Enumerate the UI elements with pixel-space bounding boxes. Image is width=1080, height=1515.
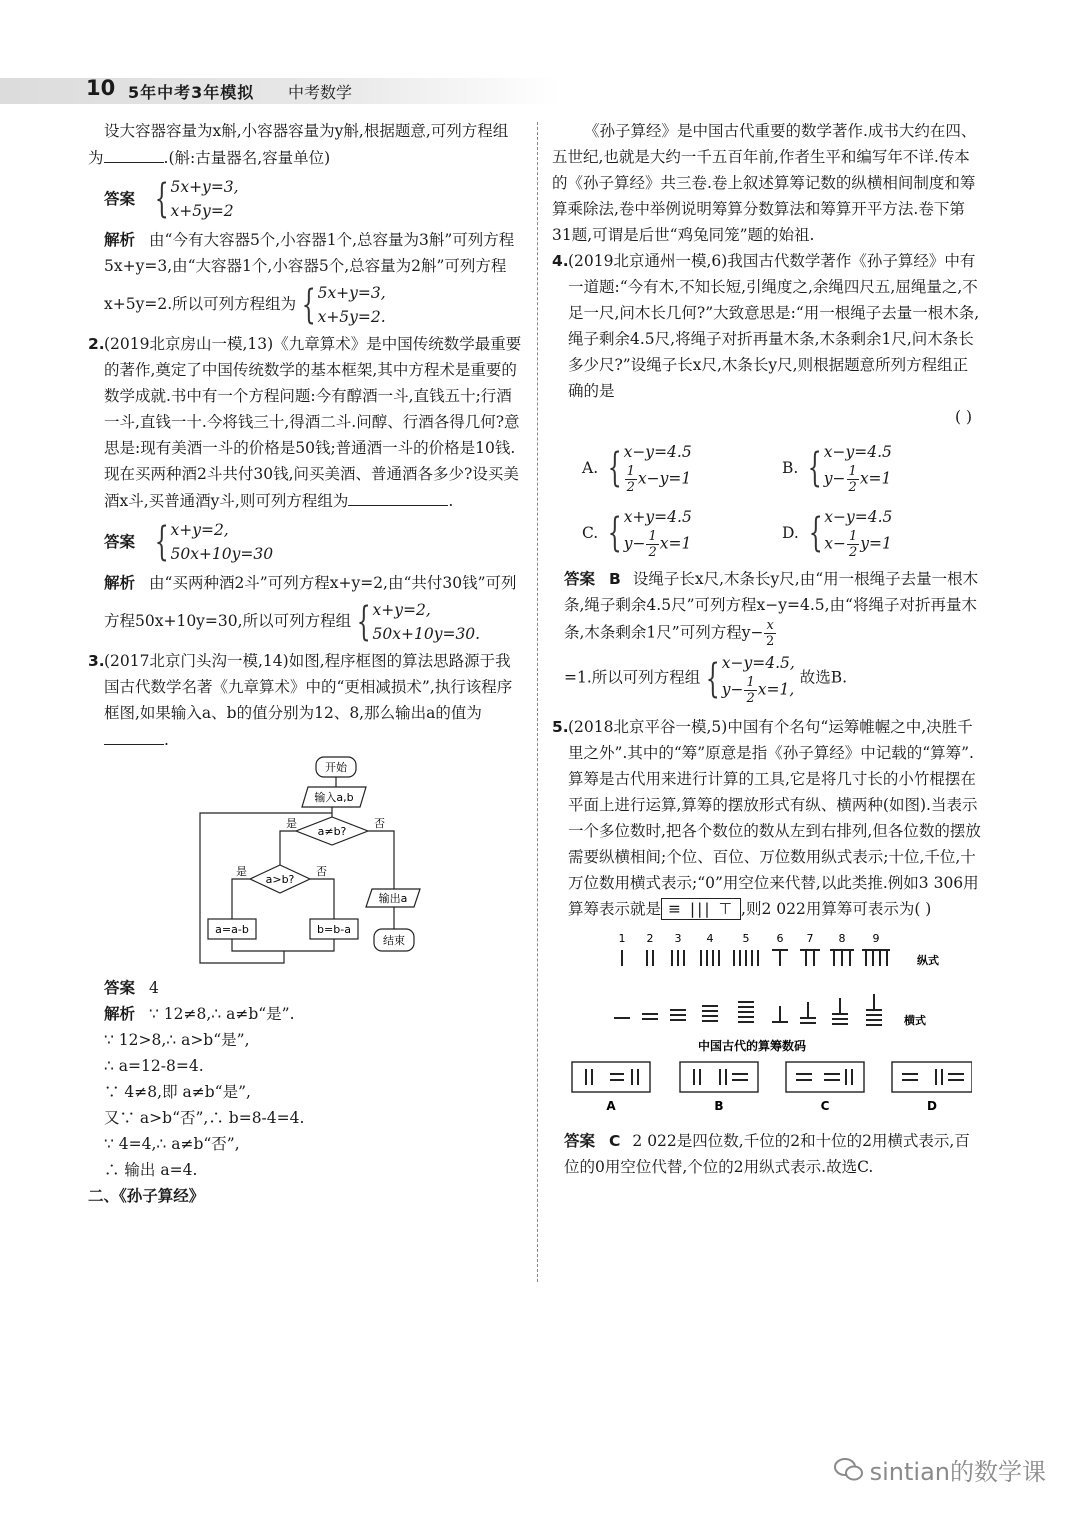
svg-text:结束: 结束 (383, 934, 405, 947)
q4-text: 4.(2019北京通州一模,6)我国古代数学著作《孙子算经》中有一道题:“今有木,不知长短,引绳度之,余绳四尺五,屈绳量之,不足一尺,问木长几何?”大致意思是:“用一根绳子去量一根木条,绳子剩余4.5尺,将绳子对折再量木条,木条剩余1尺,问木条长多少尺?”设绳子长x尺,木条长y尺,则根据题意所列方程组正确的是 (552, 252, 980, 400)
book-title: 5年中考3年模拟 (128, 83, 255, 102)
q4-answer: 答案 B 设绳子长x尺,木条长y尺,由“用一根绳子去量一根木条,绳子剩余4.5尺”可列方程x−y=4.5,由“将绳子对折再量木条,木条剩余1尺”可列方程y− $\frac{x}{2}$ (564, 570, 979, 649)
svg-text:b=b-a: b=b-a (317, 923, 351, 936)
q1-analysis: 解析 由“今有大容器5个,小容器1个,总容量为3斛”可列方程5x+y=3,由“大容器1个,小容器5个,总容量为2斛”可列方程x+5y=2.所以可列方程组为 { 5x+y=3, x+5y=2. (104, 231, 515, 328)
q4-option-a: A. { x−y=4.5 $\frac{1}{2}$ x−y=1 (582, 443, 692, 495)
q4-paren: ( ) (954, 408, 972, 426)
heng-rods (614, 994, 882, 1025)
section-2-title: 二、《孙子算经》 (88, 1187, 205, 1205)
digit-7: 7 (806, 932, 814, 945)
q1-answer: 答案 { 5x+y=3, x+5y=2 (104, 176, 239, 222)
wechat-icon (834, 1457, 864, 1483)
q2-answer: 答案 { x+y=2, 50x+10y=30 (104, 519, 274, 565)
q3-analysis: 解析 ∵ 12≠8,∴ a≠b“是”. ∵ 12>8,∴ a>b“是”, ∴ a=12-8=4. ∵ 4≠8,即 a≠b“是”, 又∵ a>b“否”,∴ b=8-4=4. ∵ 4=4,∴ a≠b“否”, ∴ 输出 a=4. (104, 1005, 305, 1179)
left-column (88, 118, 522, 1209)
digit-8: 8 (838, 932, 846, 945)
flowchart (198, 755, 438, 975)
svg-text:是: 是 (236, 865, 247, 878)
watermark-text: sintian的数学课 (869, 1458, 1046, 1486)
q4-answer-system: =1.所以可列方程组 { x−y=4.5, y− $\frac{1}{2}$ x=1, 故选B. (564, 654, 848, 706)
choice-d-label: D (927, 1099, 937, 1113)
zong-label: 纵式 (917, 954, 939, 967)
svg-text:a>b?: a>b? (265, 873, 295, 886)
choice-a-label: A (606, 1099, 616, 1113)
page-header (0, 78, 560, 104)
q2-text: 2.(2019北京房山一模,13)《九章算术》是中国传统数学最重要的著作,奠定了中国传统数学的基本框架,其中方程术是重要的数学成就.书中有一个方程问题:今有醇酒一斗,直钱五十;行酒一斗,直钱一十.今将钱三十,得酒二斗.问醇、行酒各得几何?意思是:现有美酒一斗的价格是50钱;普通酒一斗的价格是10钱.现在买两种酒2斗共付30钱,问买美酒、普通酒各多少?设买美酒x斗,买普通酒y斗,则可列方程组为 . (88, 335, 522, 510)
counting-rods-figure (552, 928, 972, 1128)
digit-3: 3 (674, 932, 682, 945)
q5-text: 5.(2018北京平谷一模,5)中国有个名句“运筹帷幄之中,决胜千里之外”.其中的“筹”原意是指《孙子算经》中记载的“算筹”.算筹是古代用来进行计算的工具,它是将几寸长的小竹棍摆在平面上进行运算,算筹的摆放形式有纵、横两种(如图).当表示一个多位数时,把各个数位的数从左到右排列,但各位数的摆放需要纵横相间;个位、百位、万位数用纵式表示;十位,千位,十万位数用横式表示;“0”用空位来代替,以此类推.例如3 306用算筹表示就是 ≡ ||| ⊤ ,则2 022用算筹可表示为( ) (552, 718, 981, 918)
svg-text:否: 否 (316, 865, 327, 878)
svg-text:是: 是 (286, 817, 297, 830)
svg-text:输入a,b: 输入a,b (314, 791, 354, 804)
q4-option-c: C. { x+y=4.5 y− $\frac{1}{2}$ x=1 (582, 508, 692, 560)
sunzi-intro: 《孙子算经》是中国古代重要的数学著作.成书大约在四、五世纪,也就是大约一千五百年前,作者生平和编写年不详.传本的《孙子算经》共三卷.卷上叙述算筹记数的纵横相间制度和筹算乘除法,卷中举例说明筹算分数算法和筹算开平方法.卷下第31题,可谓是后世“鸡兔同笼”题的始祖. (552, 122, 977, 244)
q4-option-b: B. { x−y=4.5 y− $\frac{1}{2}$ x=1 (782, 443, 892, 495)
rods-caption: 中国古代的算筹数码 (697, 1039, 807, 1053)
example-3306-rods: ≡ ||| ⊤ (661, 898, 741, 920)
watermark (834, 1452, 1046, 1487)
q4-option-d: D. { x−y=4.5 x− $\frac{1}{2}$ y=1 (782, 508, 893, 560)
column-divider (537, 122, 538, 1282)
q2-analysis: 解析 由“买两种酒2斗”可列方程x+y=2,由“共付30钱”可列方程50x+10y=30,所以可列方程组 { x+y=2, 50x+10y=30. (104, 574, 517, 645)
choice-d-box (892, 1062, 972, 1092)
digit-6: 6 (776, 932, 784, 945)
digit-1: 1 (618, 932, 626, 945)
svg-text:开始: 开始 (325, 761, 347, 774)
digit-9: 9 (872, 932, 880, 945)
svg-text:a=a-b: a=a-b (215, 923, 249, 936)
q4-options (582, 438, 982, 562)
choice-c-label: C (820, 1099, 830, 1113)
svg-text:输出a: 输出a (378, 892, 408, 905)
digit-4: 4 (706, 932, 714, 945)
digit-2: 2 (646, 932, 654, 945)
digit-5: 5 (742, 932, 750, 945)
subject-title: 中考数学 (288, 83, 353, 102)
zong-rods (622, 950, 890, 966)
choice-b-label: B (714, 1099, 724, 1113)
svg-text:否: 否 (374, 817, 385, 830)
page-number: 10 (86, 76, 116, 100)
right-column (552, 118, 982, 1180)
q1-intro: 设大容器容量为x斛,小容器容量为y斛,根据题意,可列方程组为 .(斛:古量器名,容量单位) (88, 122, 509, 167)
svg-text:a≠b?: a≠b? (317, 825, 347, 838)
heng-label: 横式 (904, 1014, 926, 1027)
q3-answer: 答案 4 (104, 979, 159, 997)
q5-answer: 答案 C 2 022是四位数,千位的2和十位的2用横式表示,百位的0用空位代替,个位的2用纵式表示.故选C. (564, 1132, 970, 1176)
q3-text: 3.(2017北京门头沟一模,14)如图,程序框图的算法思路源于我国古代数学名著《九章算术》中的“更相减损术”,执行该程序框图,如果输入a、b的值分别为12、8,那么输出a的值为. (88, 652, 513, 749)
